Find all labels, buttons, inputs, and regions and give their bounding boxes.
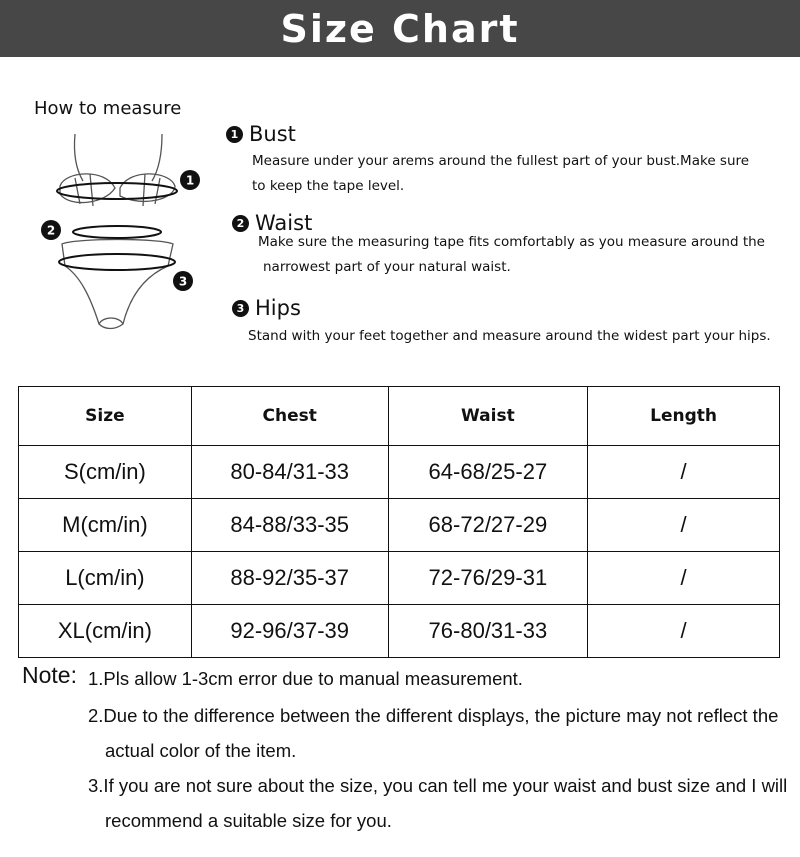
hips-description-line: Stand with your feet together and measure around the widest part your hips. [248,328,771,344]
column-header-chest: Chest [191,387,388,446]
table-row [19,605,780,658]
length-cell: / [588,605,780,658]
how-to-measure-heading: How to measure [34,98,182,119]
size-cell: L(cm/in) [19,552,192,605]
waist-number-badge: 2 [232,215,249,232]
column-header-waist: Waist [388,387,588,446]
note-item: 1.Pls allow 1-3cm error due to manual measurement. [88,668,523,689]
waist-cell: 68-72/27-29 [388,499,588,552]
size-cell: S(cm/in) [19,446,192,499]
note-item: 3.If you are not sure about the size, you can tell me your waist and bust size and I will recommend a suitable size for you. [88,775,788,831]
chest-cell: 80-84/31-33 [191,446,388,499]
length-cell: / [588,499,780,552]
length-cell: / [588,446,780,499]
chest-cell: 92-96/37-39 [191,605,388,658]
chest-cell: 88-92/35-37 [191,552,388,605]
waist-cell: 76-80/31-33 [388,605,588,658]
waist-description [258,230,765,280]
table-header-row [19,387,780,446]
table-row [19,499,780,552]
marker-bust-number: 1 [185,173,195,188]
marker-bust [180,170,200,190]
bust-step-title [226,122,296,146]
marker-waist [41,220,61,240]
marker-hips-number: 3 [178,274,188,289]
length-cell: / [588,552,780,605]
page-title: Size Chart [0,0,800,57]
notes-section [22,660,792,838]
bust-number-badge: 1 [226,126,243,143]
marker-waist-number: 2 [46,223,56,238]
note-item: 2.Due to the difference between the different displays, the picture may not reflect the actual color of the item. [88,705,779,761]
bust-description [252,149,749,199]
table-row [19,446,780,499]
hips-label: Hips [255,296,301,320]
note-label: Note: [22,662,77,688]
column-header-size: Size [19,387,192,446]
waist-description-line: narrowest part of your natural waist. [263,259,511,275]
waist-description-line: Make sure the measuring tape fits comfortably as you measure around the [258,234,765,250]
bust-description-line: to keep the tape level. [252,178,405,194]
waist-label: Waist [255,211,313,235]
size-cell: XL(cm/in) [19,605,192,658]
bust-label: Bust [249,122,296,146]
waist-cell: 64-68/25-27 [388,446,588,499]
marker-hips [173,271,193,291]
hips-step-title [232,296,301,320]
bikini-measurement-illustration [35,126,210,336]
size-chart-table [18,386,780,658]
bust-description-line: Measure under your arems around the fullest part of your bust.Make sure [252,153,750,169]
chest-cell: 84-88/33-35 [191,499,388,552]
column-header-length: Length [588,387,780,446]
hips-number-badge: 3 [232,300,249,317]
table-row [19,552,780,605]
waist-cell: 72-76/29-31 [388,552,588,605]
size-cell: M(cm/in) [19,499,192,552]
hips-description [248,324,771,349]
